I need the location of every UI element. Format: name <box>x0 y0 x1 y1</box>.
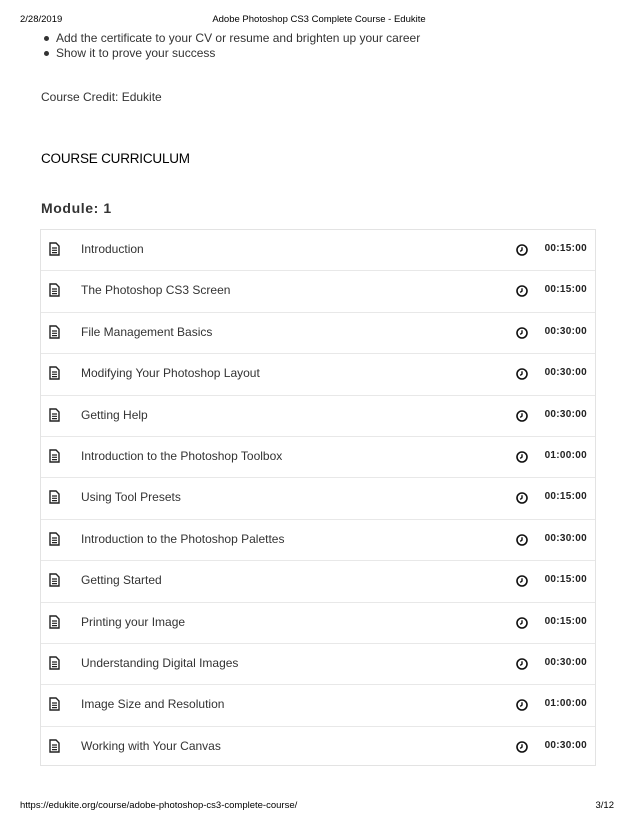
clock-icon <box>516 740 528 752</box>
lecture-duration: 00:15:00 <box>544 284 587 296</box>
lecture-row[interactable] <box>41 685 595 726</box>
bullet-icon <box>44 36 49 41</box>
lecture-duration: 00:15:00 <box>544 574 587 586</box>
document-icon <box>49 532 60 546</box>
clock-icon <box>516 243 528 255</box>
lecture-duration: 00:30:00 <box>544 408 587 420</box>
clock-icon <box>516 450 528 462</box>
document-icon <box>49 490 60 504</box>
benefits-list <box>41 31 420 61</box>
clock-icon <box>516 533 528 545</box>
lecture-title[interactable]: Introduction to the Photoshop Toolbox <box>81 448 283 463</box>
lecture-row[interactable] <box>41 271 595 312</box>
lecture-title[interactable]: Getting Help <box>81 407 148 422</box>
lecture-duration: 00:30:00 <box>544 739 587 751</box>
lecture-row[interactable] <box>41 437 595 478</box>
lecture-title[interactable]: The Photoshop CS3 Screen <box>81 283 231 298</box>
lecture-title[interactable]: Using Tool Presets <box>81 490 181 505</box>
curriculum-heading: COURSE CURRICULUM <box>41 151 190 166</box>
clock-icon <box>516 657 528 669</box>
print-date: 2/28/2019 <box>20 14 63 25</box>
document-icon <box>49 242 60 256</box>
lecture-duration: 01:00:00 <box>544 449 587 461</box>
document-icon <box>49 366 60 380</box>
document-icon <box>49 283 60 297</box>
lecture-row[interactable] <box>41 561 595 602</box>
lecture-row[interactable] <box>41 230 595 271</box>
document-icon <box>49 656 60 670</box>
clock-icon <box>516 284 528 296</box>
document-icon <box>49 615 60 629</box>
lecture-title[interactable]: Printing your Image <box>81 614 186 629</box>
lecture-row[interactable] <box>41 644 595 685</box>
document-icon <box>49 449 60 463</box>
list-item: Add the certificate to your CV or resume and brighten up your career <box>41 31 420 46</box>
lecture-row[interactable] <box>41 603 595 644</box>
lecture-duration: 00:30:00 <box>544 656 587 668</box>
document-icon <box>49 573 60 587</box>
document-icon <box>49 325 60 339</box>
clock-icon <box>516 409 528 421</box>
module-title: Module: 1 <box>41 200 112 216</box>
lecture-row[interactable] <box>41 354 595 395</box>
document-icon <box>49 408 60 422</box>
lecture-row[interactable] <box>41 520 595 561</box>
document-icon <box>49 739 60 753</box>
document-icon <box>49 697 60 711</box>
lecture-duration: 00:15:00 <box>544 491 587 503</box>
lecture-row[interactable] <box>41 313 595 354</box>
clock-icon <box>516 491 528 503</box>
lecture-duration: 00:30:00 <box>544 325 587 337</box>
lecture-duration: 00:15:00 <box>544 243 587 254</box>
lecture-row[interactable] <box>41 396 595 437</box>
clock-icon <box>516 698 528 710</box>
clock-icon <box>516 326 528 338</box>
bullet-icon <box>44 51 49 56</box>
print-title: Adobe Photoshop CS3 Complete Course - Edukite <box>212 14 426 25</box>
print-footer <box>0 800 638 812</box>
page-number: 3/12 <box>595 800 614 811</box>
lecture-duration: 00:30:00 <box>544 367 587 379</box>
lecture-row[interactable] <box>41 727 595 768</box>
clock-icon <box>516 574 528 586</box>
clock-icon <box>516 616 528 628</box>
lecture-duration: 00:30:00 <box>544 532 587 544</box>
lecture-title[interactable]: Introduction to the Photoshop Palettes <box>81 531 285 546</box>
lecture-title[interactable]: File Management Basics <box>81 324 213 339</box>
lecture-row[interactable] <box>41 478 595 519</box>
print-header <box>0 14 638 26</box>
lecture-title[interactable]: Understanding Digital Images <box>81 655 239 670</box>
lecture-title[interactable]: Image Size and Resolution <box>81 697 225 712</box>
lecture-duration: 00:15:00 <box>544 615 587 627</box>
lecture-duration: 01:00:00 <box>544 698 587 710</box>
course-credit: Course Credit: Edukite <box>41 90 162 104</box>
lecture-title[interactable]: Modifying Your Photoshop Layout <box>81 366 260 381</box>
lecture-title[interactable]: Working with Your Canvas <box>81 738 221 753</box>
clock-icon <box>516 367 528 379</box>
page-url: https://edukite.org/course/adobe-photoshop-cs3-complete-course/ <box>20 800 298 811</box>
lecture-table <box>40 229 596 766</box>
lecture-title[interactable]: Getting Started <box>81 573 162 588</box>
list-item: Show it to prove your success <box>41 46 420 61</box>
lecture-title[interactable]: Introduction <box>81 242 144 256</box>
